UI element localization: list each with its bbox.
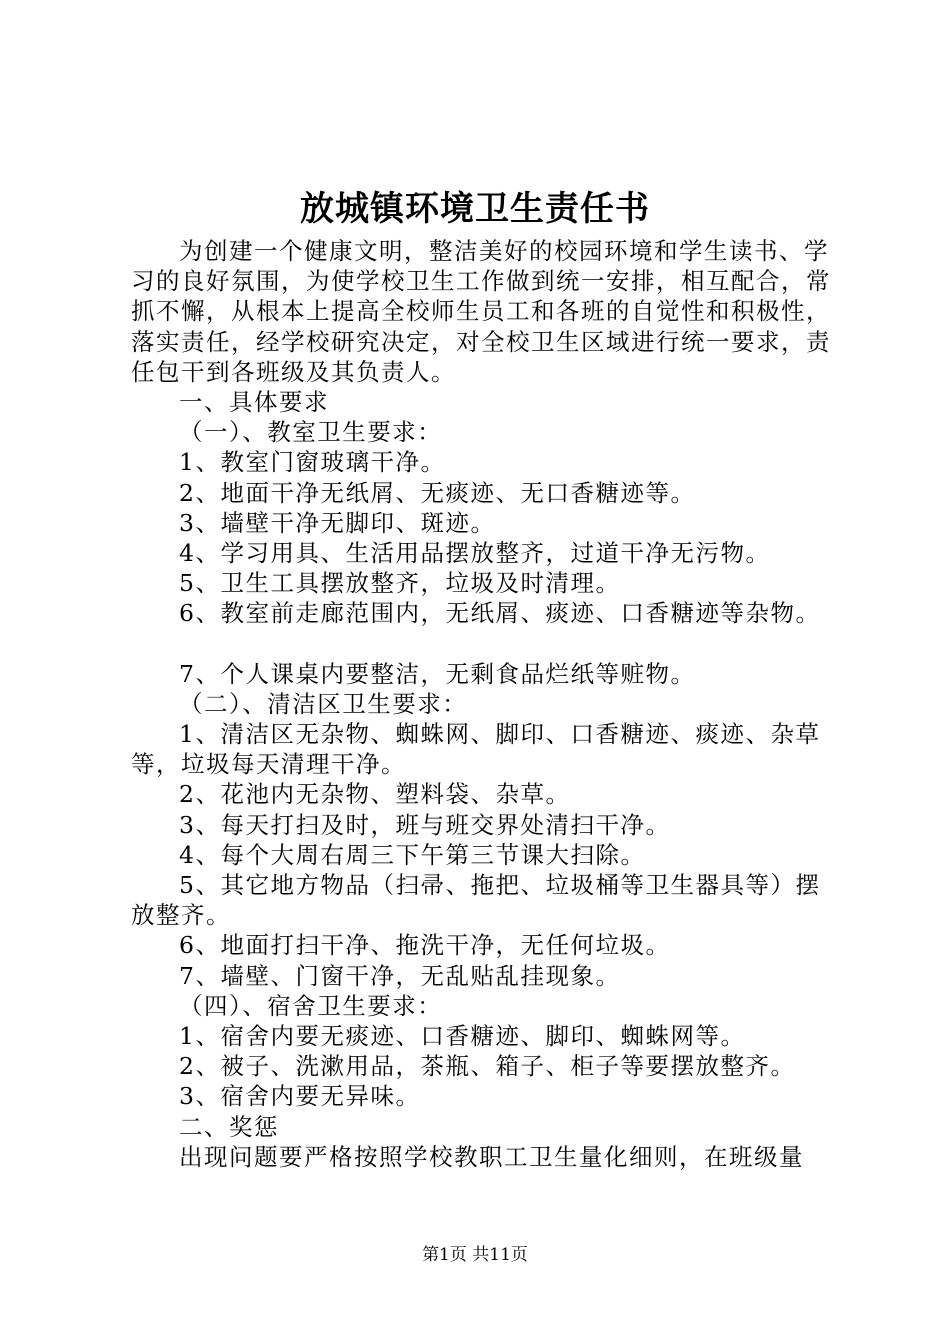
list-item: 4、每个大周右周三下午第三节课大扫除。 [179,840,646,869]
list-item: 2、地面干净无纸屑、无痰迹、无口香糖迹等。 [179,478,696,507]
subsection-heading-clean-area: （二）、清洁区卫生要求： [179,689,468,718]
list-item: 7、墙壁、门窗干净，无乱贴乱挂现象。 [179,961,621,990]
list-item: 6、教室前走廊范围内，无纸屑、痰迹、口香糖迹等杂物。 [179,599,821,628]
subsection-heading-dormitory: （四）、宿舍卫生要求： [179,991,443,1020]
list-item: 1、教室门窗玻璃干净。 [179,448,446,477]
list-item: 1、清洁区无杂物、蜘蛛网、脚印、口香糖迹、痰迹、杂草等，垃圾每天清理干净。 [131,720,821,779]
list-item: 5、卫生工具摆放整齐，垃圾及时清理。 [179,569,621,598]
list-item: 5、其它地方物品（扫帚、拖把、垃圾桶等卫生器具等）摆放整齐。 [131,871,821,930]
list-item: 2、花池内无杂物、塑料袋、杂草。 [179,780,571,809]
list-item: 2、被子、洗漱用品，茶瓶、箱子、柜子等要摆放整齐。 [179,1052,796,1081]
closing-paragraph: 出现问题要严格按照学校教职工卫生量化细则，在班级量 [179,1142,804,1171]
list-item: 7、个人课桌内要整洁，无剩食品烂纸等赃物。 [179,659,696,688]
document-title: 放城镇环境卫生责任书 [300,189,650,229]
section-heading-requirements: 一、具体要求 [179,388,329,417]
section-heading-rewards: 二、奖惩 [179,1112,279,1141]
list-item: 3、宿舍内要无异味。 [179,1082,421,1111]
list-item: 6、地面打扫干净、拖洗干净，无任何垃圾。 [179,931,671,960]
page-footer: 第1页 共11页 [422,1245,528,1265]
list-item: 3、墙壁干净无脚印、斑迹。 [179,508,496,537]
blank-line [131,629,835,659]
document-body [131,236,835,1172]
intro-paragraph: 为创建一个健康文明，整洁美好的校园环境和学生读书、学习的良好氛围，为使学校卫生工作做到统一安排，相互配合，常抓不懈，从根本上提高全校师生员工和各班的自觉性和积极性，落实责任，经学校研究决定，对全校卫生区域进行统一要求，责任包干到各班级及其负责人。 [131,237,831,386]
list-item: 3、每天打扫及时，班与班交界处清扫干净。 [179,810,671,839]
list-item: 1、宿舍内要无痰迹、口香糖迹、脚印、蜘蛛网等。 [179,1022,746,1051]
subsection-heading-classroom: （一）、教室卫生要求： [179,418,443,447]
list-item: 4、学习用具、生活用品摆放整齐，过道干净无污物。 [179,539,771,568]
